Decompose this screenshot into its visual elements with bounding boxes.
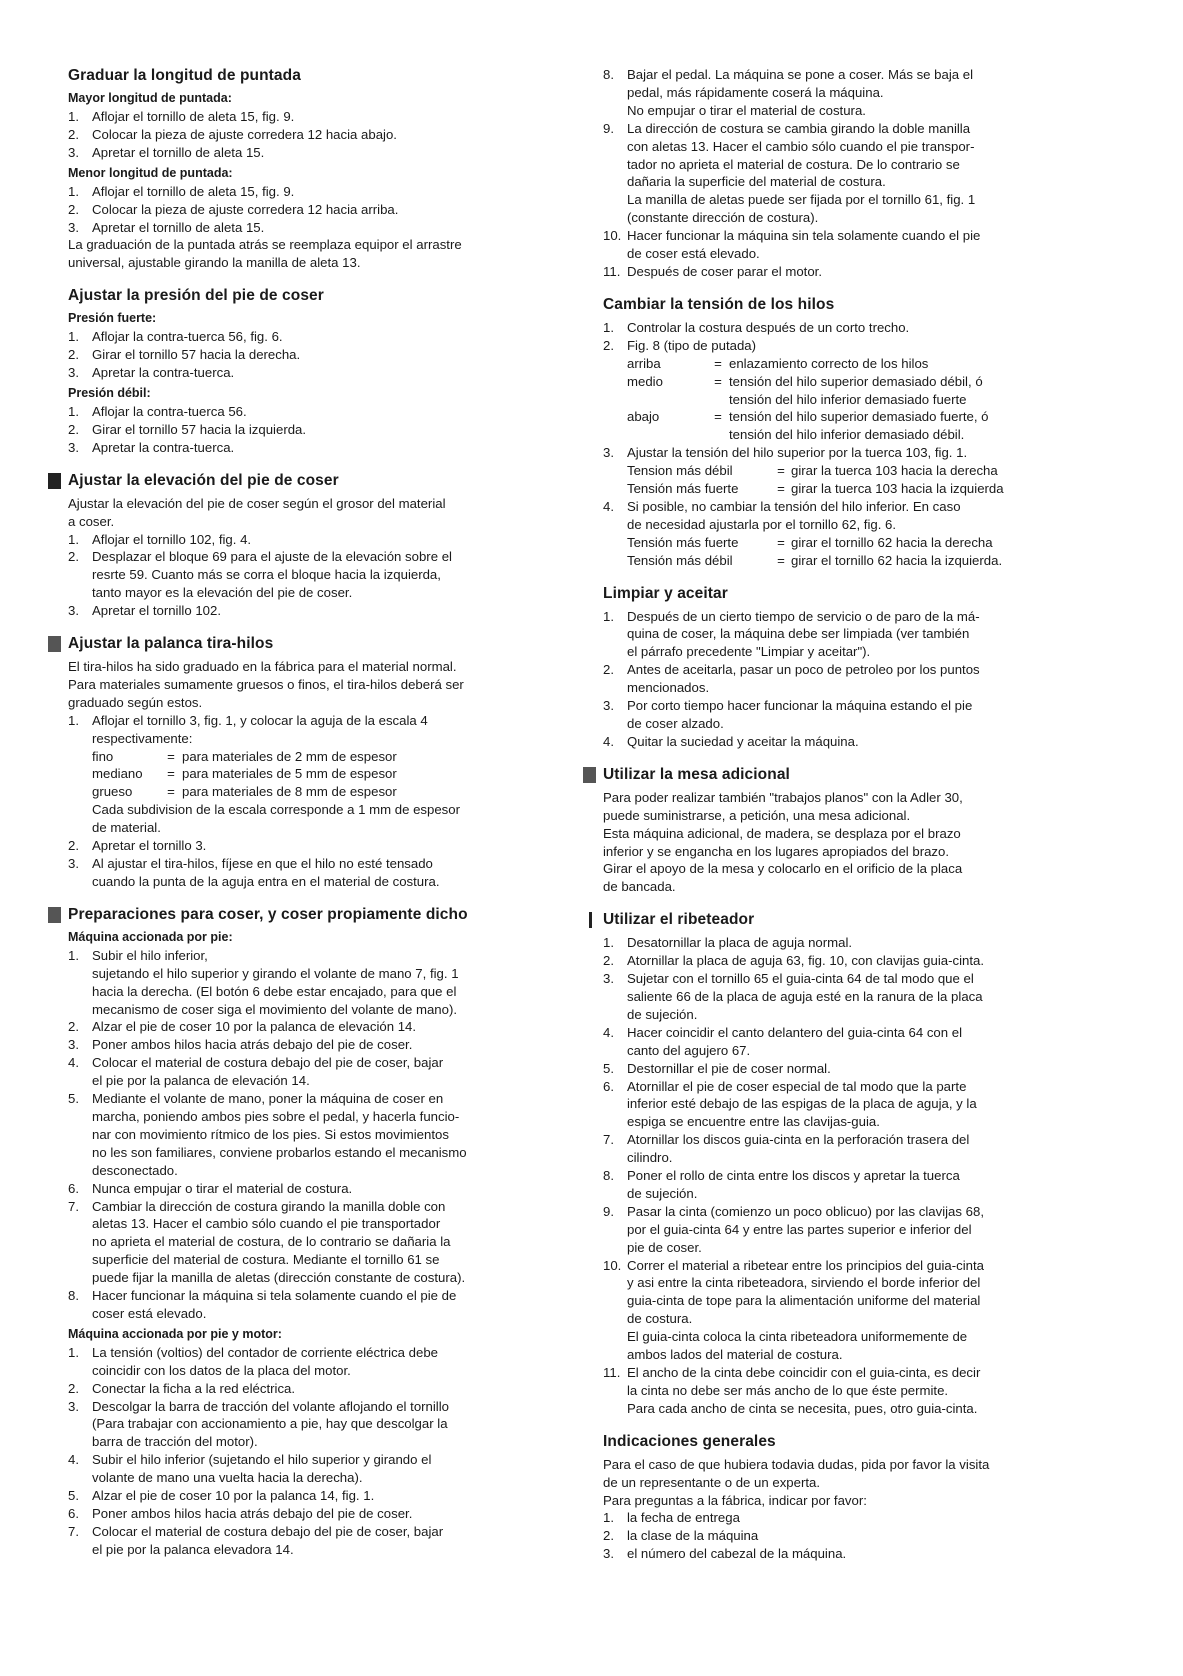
list-item: 3. Por corto tiempo hacer funcionar la máquina estando el pie de coser alzado.: [603, 698, 973, 731]
definition-row: tensión del hilo inferior demasiado débil.: [729, 427, 965, 443]
section-foot-elevation: [68, 471, 546, 620]
list-item: 4. Colocar el material de costura debajo del pie de coser, bajar el pie por la palanca de elevación 14.: [68, 1055, 444, 1089]
list-item: 2. Atornillar la placa de aguja 63, fig. 10, con clavijas guia-cinta.: [603, 953, 985, 969]
steps-list: [68, 531, 546, 621]
section-marker-icon: [583, 767, 596, 783]
list-item: 1. Aflojar el tornillo 102, fig. 4.: [68, 531, 252, 547]
definition-row: abajo = tensión del hilo superior demasiado fuerte, ó: [627, 409, 989, 425]
steps-list: [603, 934, 1073, 1417]
steps-list: [603, 66, 1073, 281]
list-item: 6. Atornillar el pie de coser especial de tal modo que la parte inferior esté debajo de las espigas de la placa de aguja, y la espiga se encuentre entre las clavijas-guia.: [603, 1078, 977, 1130]
list-item: 10. Hacer funcionar la máquina sin tela solamente cuando el pie de coser está elevado.: [603, 228, 981, 262]
list-item: 2. Colocar la pieza de ajuste corredera 12 hacia arriba.: [68, 201, 399, 217]
section-title: Preparaciones para coser, y coser propiamente dicho: [68, 905, 546, 924]
list-item: 7. Cambiar la dirección de costura girando la manilla doble con aletas 13. Hacer el cambio sólo cuando el pie transportador no aprieta el material de costura, de lo contrario se dañaria la superficie del material de costura. Mediante el tornillo 61 se puede fijar la manilla de aletas (dirección constante de costura).: [68, 1198, 466, 1286]
list-item: 1. Aflojar el tornillo de aleta 15, fig. 9.: [68, 109, 295, 124]
list-item: 1. Aflojar el tornillo 3, fig. 1, y colocar la aguja de la escala 4 respectivamente: fino = para materiales de 2 mm de espesor mediano = para materiales de 5 mm de espesor grueso = para materiales de 8 mm de espesor Cada subdivision de la escala corresponde a 1 mm de espesor de material.: [68, 712, 546, 837]
intro-text: El tira-hilos ha sido graduado en la fábrica para el material normal. Para materiales sumamente gruesos o finos, el tira-hilos deberá ser graduado según estos.: [68, 659, 464, 710]
list-item: 2. Girar el tornillo 57 hacia la derecha.: [68, 347, 301, 363]
steps-list: [603, 319, 1073, 570]
section-title: Utilizar el ribeteador: [603, 910, 1073, 929]
list-item: 11. Después de coser parar el motor.: [603, 263, 822, 279]
section-marker-icon: [48, 473, 61, 489]
section-title: Indicaciones generales: [603, 1432, 776, 1450]
list-item: 3. Sujetar con el tornillo 65 el guia-cinta 64 de tal modo que el saliente 66 de la placa de aguja esté en la ranura de la placa de sujeción.: [603, 971, 983, 1022]
list-item: 11. El ancho de la cinta debe coincidir con el guia-cinta, es decir la cinta no debe ser más ancho de lo que éste permite. Para cada ancho de cinta se necesita, pues, otro guia-cinta.: [603, 1365, 981, 1416]
subheading: Máquina accionada por pie:: [68, 929, 233, 944]
section-title: Ajustar la palanca tira-hilos: [68, 634, 546, 653]
list-item: 4. Si posible, no cambiar la tensión del hilo inferior. En caso de necesidad ajustarla por el tornillo 62, fig. 6. Tensión más fuerte = girar el tornillo 62 hacia la derecha Tensión más débil = girar el tornillo 62 hacia la izquierda.: [603, 498, 1073, 570]
list-item: 3. Apretar la contra-tuerca.: [68, 365, 235, 381]
subheading: Máquina accionada por pie y motor:: [68, 1326, 282, 1341]
list-item: 2. Colocar la pieza de ajuste corredera 12 hacia abajo.: [68, 126, 397, 142]
list-item: 1. Desatornillar la placa de aguja normal.: [603, 935, 853, 951]
list-item: 1. la fecha de entrega: [603, 1510, 740, 1526]
list-item: 2. Girar el tornillo 57 hacia la izquierda.: [68, 421, 307, 437]
steps-list: [68, 947, 546, 1323]
list-item: 2. Fig. 8 (tipo de putada) arriba = enlazamiento correcto de los hilos medio = tensión del hilo superior demasiado débil, ó tensión del hilo inferior demasiado fuerte abajo = tensión del hilo superior demasiado fuerte, ó tensión del hilo inferior demasiado débil.: [603, 337, 1073, 444]
steps-list: [68, 1344, 546, 1559]
list-item: 2. Antes de aceitarla, pasar un poco de petroleo por los puntos mencionados.: [603, 662, 980, 696]
list-item: 3. el número del cabezal de la máquina.: [603, 1546, 847, 1562]
subheading: Menor longitud de puntada:: [68, 165, 233, 180]
list-item: 9. Pasar la cinta (comienzo un poco oblicuo) por las clavijas 68, por el guia-cinta 64 y entre las partes superior e inferior del pie de coser.: [603, 1203, 984, 1255]
steps-list: [68, 712, 546, 891]
section-foot-pressure: [68, 286, 546, 456]
steps-list: [68, 108, 546, 162]
definition-row: tensión del hilo inferior demasiado fuerte: [729, 391, 967, 407]
list-item: 3. Apretar la contra-tuerca.: [68, 439, 235, 455]
definition-row: medio = tensión del hilo superior demasiado débil, ó: [627, 373, 983, 389]
section-stitch-length: [68, 66, 546, 272]
tension-row: Tensión más fuerte = girar el tornillo 62 hacia la derecha: [627, 534, 993, 550]
list-item: 3. Al ajustar el tira-hilos, fíjese en que el hilo no esté tensado cuando la punta de la aguja entra en el material de costura.: [68, 856, 440, 889]
list-item: 3. Descolgar la barra de tracción del volante aflojando el tornillo (Para trabajar con accionamiento a pie, hay que descolgar la barra de tracción del motor).: [68, 1398, 450, 1450]
tension-table: [627, 462, 1073, 498]
list-item: 3. Apretar el tornillo de aleta 15.: [68, 144, 265, 160]
section-preparations: [68, 905, 546, 1559]
section-marker-icon: [589, 912, 592, 928]
list-item: 1. Aflojar el tornillo de aleta 15, fig. 9.: [68, 183, 295, 199]
subheading: Presión fuerte:: [68, 311, 157, 326]
intro-text: Ajustar la elevación del pie de coser según el grosor del material a coser.: [68, 495, 446, 529]
list-item: 3. Ajustar la tensión del hilo superior por la tuerca 103, fig. 1. Tension más débil = girar la tuerca 103 hacia la derecha Tensión más fuerte = girar la tuerca 103 hacia la izquierda: [603, 444, 1073, 498]
list-item: 1. Subir el hilo inferior, sujetando el hilo superior y girando el volante de mano 7, fig. 1 hacia la derecha. (El botón 6 debe estar encajado, para que el mecanismo de coser siga el movimiento del volante de mano).: [68, 947, 459, 1017]
section-thread-tension: [603, 295, 1073, 570]
list-item: 8. Poner el rollo de cinta entre los discos y apretar la tuerca de sujeción.: [603, 1168, 960, 1201]
list-item: 4. Subir el hilo inferior (sujetando el hilo superior y girando el volante de mano una vuelta hacia la derecha).: [68, 1452, 432, 1486]
section-extra-table: [603, 765, 1073, 896]
section-title: Cambiar la tensión de los hilos: [603, 295, 835, 313]
list-item: 8. Bajar el pedal. La máquina se pone a coser. Más se baja el pedal, más rápidamente coserá la máquina. No empujar o tirar el material de costura.: [603, 67, 974, 118]
section-title: Ajustar la presión del pie de coser: [68, 287, 324, 305]
subheading: Mayor longitud de puntada:: [68, 91, 232, 105]
list-item: 5. Alzar el pie de coser 10 por la palanca 14, fig. 1.: [68, 1488, 375, 1504]
list-item: 1. Después de un cierto tiempo de servicio o de paro de la má- quina de coser, la máquina debe ser limpiada (ver también el párrafo precedente "Limpiar y aceitar").: [603, 608, 980, 660]
list-item: 2. Alzar el pie de coser 10 por la palanca de elevación 14.: [68, 1019, 417, 1035]
section-thread-lever: [68, 634, 546, 891]
section-binder: [603, 910, 1073, 1417]
list-item: 8. Hacer funcionar la máquina si tela solamente cuando el pie de coser está elevado.: [68, 1288, 457, 1321]
list-item: 4. Quitar la suciedad y aceitar la máquina.: [603, 733, 859, 749]
list-item: 3. Apretar el tornillo de aleta 15.: [68, 219, 265, 235]
section-general-info: [603, 1432, 1073, 1563]
section-marker-icon: [48, 636, 61, 652]
tension-row: Tensión más débil = girar el tornillo 62 hacia la izquierda.: [627, 552, 1003, 568]
list-item: 3. Apretar el tornillo 102.: [68, 603, 222, 619]
tension-row: Tension más débil = girar la tuerca 103 hacia la derecha: [627, 463, 998, 479]
section-title: Graduar la longitud de puntada: [68, 67, 301, 84]
list-item: 1. La tensión (voltios) del contador de corriente eléctrica debe coincidir con los datos de la placa del motor.: [68, 1344, 439, 1378]
section-title: Limpiar y aceitar: [603, 584, 728, 602]
steps-list: [68, 403, 546, 457]
definition-table: [92, 748, 546, 802]
list-item: 1. Controlar la costura después de un corto trecho.: [603, 319, 910, 335]
subheading: Presión débil:: [68, 385, 151, 400]
right-column: [603, 66, 1073, 1577]
section-clean-oil: [603, 584, 1073, 751]
list-item: 5. Mediante el volante de mano, poner la máquina de coser en marcha, poniendo ambos pies sobre el pedal, y hacerla funcio- nar con movimiento rítmico de los pies. Si estos movimientos no les son familiares, conviene probarlos estando el mecanismo desconectado.: [68, 1091, 467, 1178]
steps-list: [603, 1509, 1073, 1563]
list-item: 2. Apretar el tornillo 3.: [68, 838, 207, 854]
section-marker-icon: [48, 907, 61, 923]
tension-table: [627, 534, 1073, 570]
list-item: 6. Nunca empujar o tirar el material de costura.: [68, 1180, 353, 1196]
list-item: 2. la clase de la máquina: [603, 1528, 759, 1544]
list-item: 7. Atornillar los discos guia-cinta en la perforación trasera del cilindro.: [603, 1132, 970, 1166]
list-item: 2. Desplazar el bloque 69 para el ajuste de la elevación sobre el resrte 59. Cuanto más se corra el bloque hacia la izquierda, tanto mayor es la elevación del pie de coser.: [68, 549, 452, 601]
list-item: 7. Colocar el material de costura debajo del pie de coser, bajar el pie por la palanca elevadora 14.: [68, 1523, 444, 1557]
list-item: 1. Aflojar la contra-tuerca 56, fig. 6.: [68, 329, 283, 345]
list-item: 6. Poner ambos hilos hacia atrás debajo del pie de coser.: [68, 1506, 413, 1521]
definition-row: arriba = enlazamiento correcto de los hilos: [627, 355, 929, 371]
list-item: 10. Correr el material a ribetear entre los principios del guia-cinta y asi entre la cinta ribeteadora, sirviendo el borde inferior del guia-cinta de tope para la alimentación uniforme del material de costura. El guia-cinta coloca la cinta ribeteadora uniformemente de ambos lados del material de costura.: [603, 1257, 984, 1363]
steps-list: [603, 608, 1073, 751]
list-item: 2. Conectar la ficha a la red eléctrica.: [68, 1380, 296, 1396]
list-item: 3. Poner ambos hilos hacia atrás debajo del pie de coser.: [68, 1037, 413, 1053]
steps-list: [68, 328, 546, 382]
body-text: Para poder realizar también "trabajos planos" con la Adler 30, puede suministrarse, a petición, una mesa adicional. Esta máquina adicional, de madera, se desplaza por el brazo inferior y se engancha en los lugares apropiados del brazo. Girar el apoyo de la mesa y colocarlo en el orificio de la placa de bancada.: [603, 789, 963, 895]
list-item: 4. Hacer coincidir el canto delantero del guia-cinta 64 con el canto del agujero 67.: [603, 1024, 963, 1058]
definition-row: fino = para materiales de 2 mm de espesor: [92, 748, 397, 764]
tension-row: Tensión más fuerte = girar la tuerca 103 hacia la izquierda: [627, 481, 1004, 497]
list-item: 5. Destornillar el pie de coser normal.: [603, 1060, 831, 1076]
definition-row: grueso = para materiales de 8 mm de espesor: [92, 784, 397, 800]
list-item: 1. Aflojar la contra-tuerca 56.: [68, 403, 247, 419]
definition-table: [627, 355, 1073, 445]
body-text: Para el caso de que hubiera todavia dudas, pida por favor la visita de un representante o de un experta. Para preguntas a la fábrica, indicar por favor:: [603, 1456, 990, 1508]
left-column: [68, 66, 546, 1573]
steps-list: [68, 183, 546, 237]
section-title: Ajustar la elevación del pie de coser: [68, 471, 546, 490]
list-item: 9. La dirección de costura se cambia girando la doble manilla con aletas 13. Hacer el cambio sólo cuando el pie transpor- tador no aprieta el material de costura. De lo contrario se dañaria la superficie del material de costura. La manilla de aletas puede ser fijada por el tornillo 61, fig. 1 (constante dirección de costura).: [603, 120, 976, 226]
note-text: La graduación de la puntada atrás se reemplaza equipor el arrastre universal, ajustable girando la manilla de aleta 13.: [68, 237, 462, 271]
section-title: Utilizar la mesa adicional: [603, 765, 1073, 784]
definition-row: mediano = para materiales de 5 mm de espesor: [92, 766, 397, 782]
section-continued-steps: [603, 66, 1073, 281]
